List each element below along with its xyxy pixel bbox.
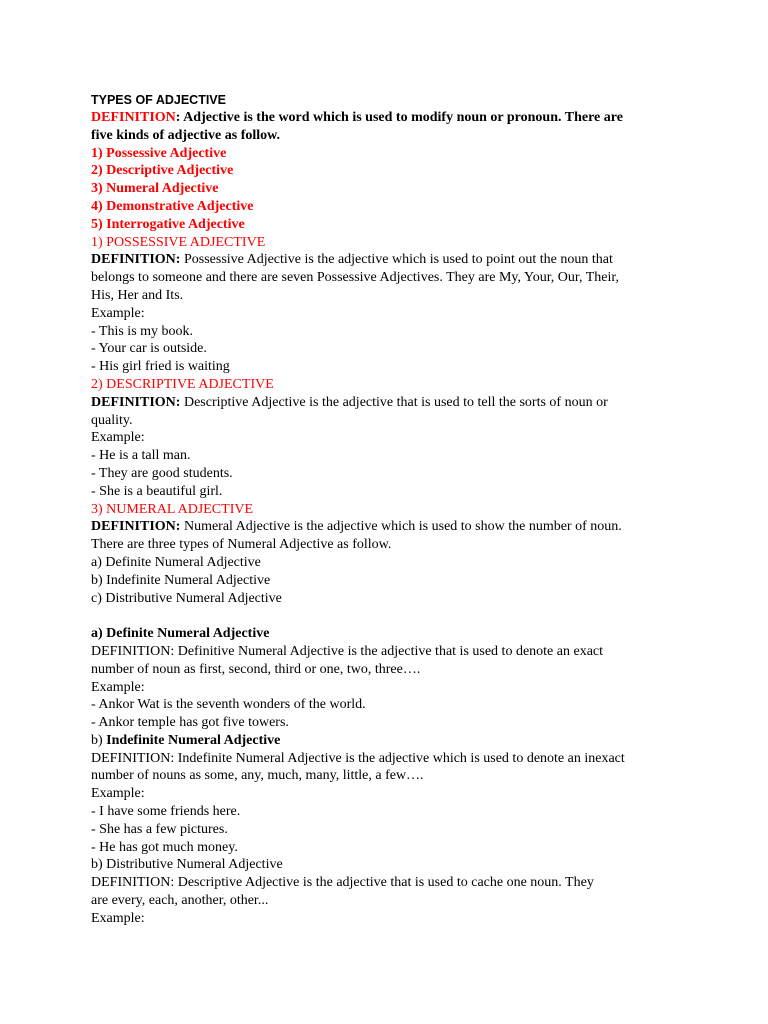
example-label: Example: — [91, 430, 145, 446]
subsection-heading-definite: a) Definite Numeral Adjective — [91, 626, 270, 642]
section-heading-descriptive: 2) DESCRIPTIVE ADJECTIVE — [91, 376, 274, 392]
definition-label: DEFINITION: — [91, 394, 181, 410]
definition-text: quality. — [91, 412, 133, 428]
example-item: - They are good students. — [91, 465, 233, 481]
example-item: - She is a beautiful girl. — [91, 483, 223, 499]
paragraph-gap — [91, 607, 768, 625]
list-item: 3) Numeral Adjective — [91, 181, 219, 197]
subsection-heading-distributive: b) Distributive Numeral Adjective — [91, 857, 283, 873]
example-label: Example: — [91, 910, 145, 926]
definition-text: His, Her and Its. — [91, 287, 184, 303]
subsection-prefix: b) — [91, 732, 107, 748]
example-item: - He is a tall man. — [91, 448, 191, 464]
definition-label: DEFINITION: — [91, 252, 181, 268]
example-item: - He has got much money. — [91, 839, 238, 855]
list-item: 4) Demonstrative Adjective — [91, 198, 254, 214]
example-item: - I have some friends here. — [91, 804, 241, 820]
list-item: 1) Possessive Adjective — [91, 145, 227, 161]
example-item: - His girl fried is waiting — [91, 359, 230, 375]
example-item: - Your car is outside. — [91, 341, 207, 357]
example-label: Example: — [91, 305, 145, 321]
definition-text: DEFINITION: Descriptive Adjective is the adjective that is used to cache one noun. They — [91, 875, 594, 891]
definition-text: DEFINITION: Definitive Numeral Adjective is the adjective that is used to denote an exact — [91, 643, 604, 659]
intro-definition — [91, 109, 768, 127]
numeral-definition — [91, 518, 768, 536]
descriptive-definition — [91, 394, 768, 412]
possessive-definition — [91, 251, 768, 269]
list-item: 5) Interrogative Adjective — [91, 216, 245, 232]
example-item: - Ankor temple has got five towers. — [91, 715, 289, 731]
definition-label: DEFINITION: — [91, 519, 181, 535]
section-heading-numeral: 3) NUMERAL ADJECTIVE — [91, 501, 254, 517]
definition-text: number of nouns as some, any, much, many, little, a few…. — [91, 768, 424, 784]
intro-definition-text: : Adjective is the word which is used to modify noun or pronoun. There are — [175, 110, 623, 125]
type-item: b) Indefinite Numeral Adjective — [91, 572, 271, 588]
definition-text: number of noun as first, second, third or one, two, three…. — [91, 661, 421, 677]
definition-text: belongs to someone and there are seven Possessive Adjectives. They are My, Your, Our, Their, — [91, 270, 620, 286]
example-item: - This is my book. — [91, 323, 194, 339]
definition-text: Possessive Adjective is the adjective which is used to point out the noun that — [180, 252, 613, 268]
definition-text: There are three types of Numeral Adjective as follow. — [91, 537, 392, 553]
list-item: 2) Descriptive Adjective — [91, 163, 234, 179]
intro-definition-cont: five kinds of adjective as follow. — [91, 127, 280, 143]
definition-text: are every, each, another, other... — [91, 893, 269, 909]
subsection-heading-indefinite — [91, 732, 768, 750]
definition-text: Descriptive Adjective is the adjective that is used to tell the sorts of noun or — [180, 394, 608, 410]
example-label: Example: — [91, 679, 145, 695]
subsection-title: Indefinite Numeral Adjective — [106, 732, 281, 748]
example-item: - She has a few pictures. — [91, 821, 228, 837]
type-item: a) Definite Numeral Adjective — [91, 554, 261, 570]
example-label: Example: — [91, 786, 145, 802]
intro-definition-label: DEFINITION — [91, 110, 176, 125]
definition-text: Numeral Adjective is the adjective which is used to show the number of noun. — [180, 519, 622, 535]
section-heading-possessive: 1) POSSESSIVE ADJECTIVE — [91, 234, 266, 250]
type-item: c) Distributive Numeral Adjective — [91, 590, 282, 606]
example-item: - Ankor Wat is the seventh wonders of the world. — [91, 697, 366, 713]
document-title: TYPES OF ADJECTIVE — [91, 93, 226, 107]
definition-text: DEFINITION: Indefinite Numeral Adjective is the adjective which is used to denote an inexact — [91, 750, 625, 766]
